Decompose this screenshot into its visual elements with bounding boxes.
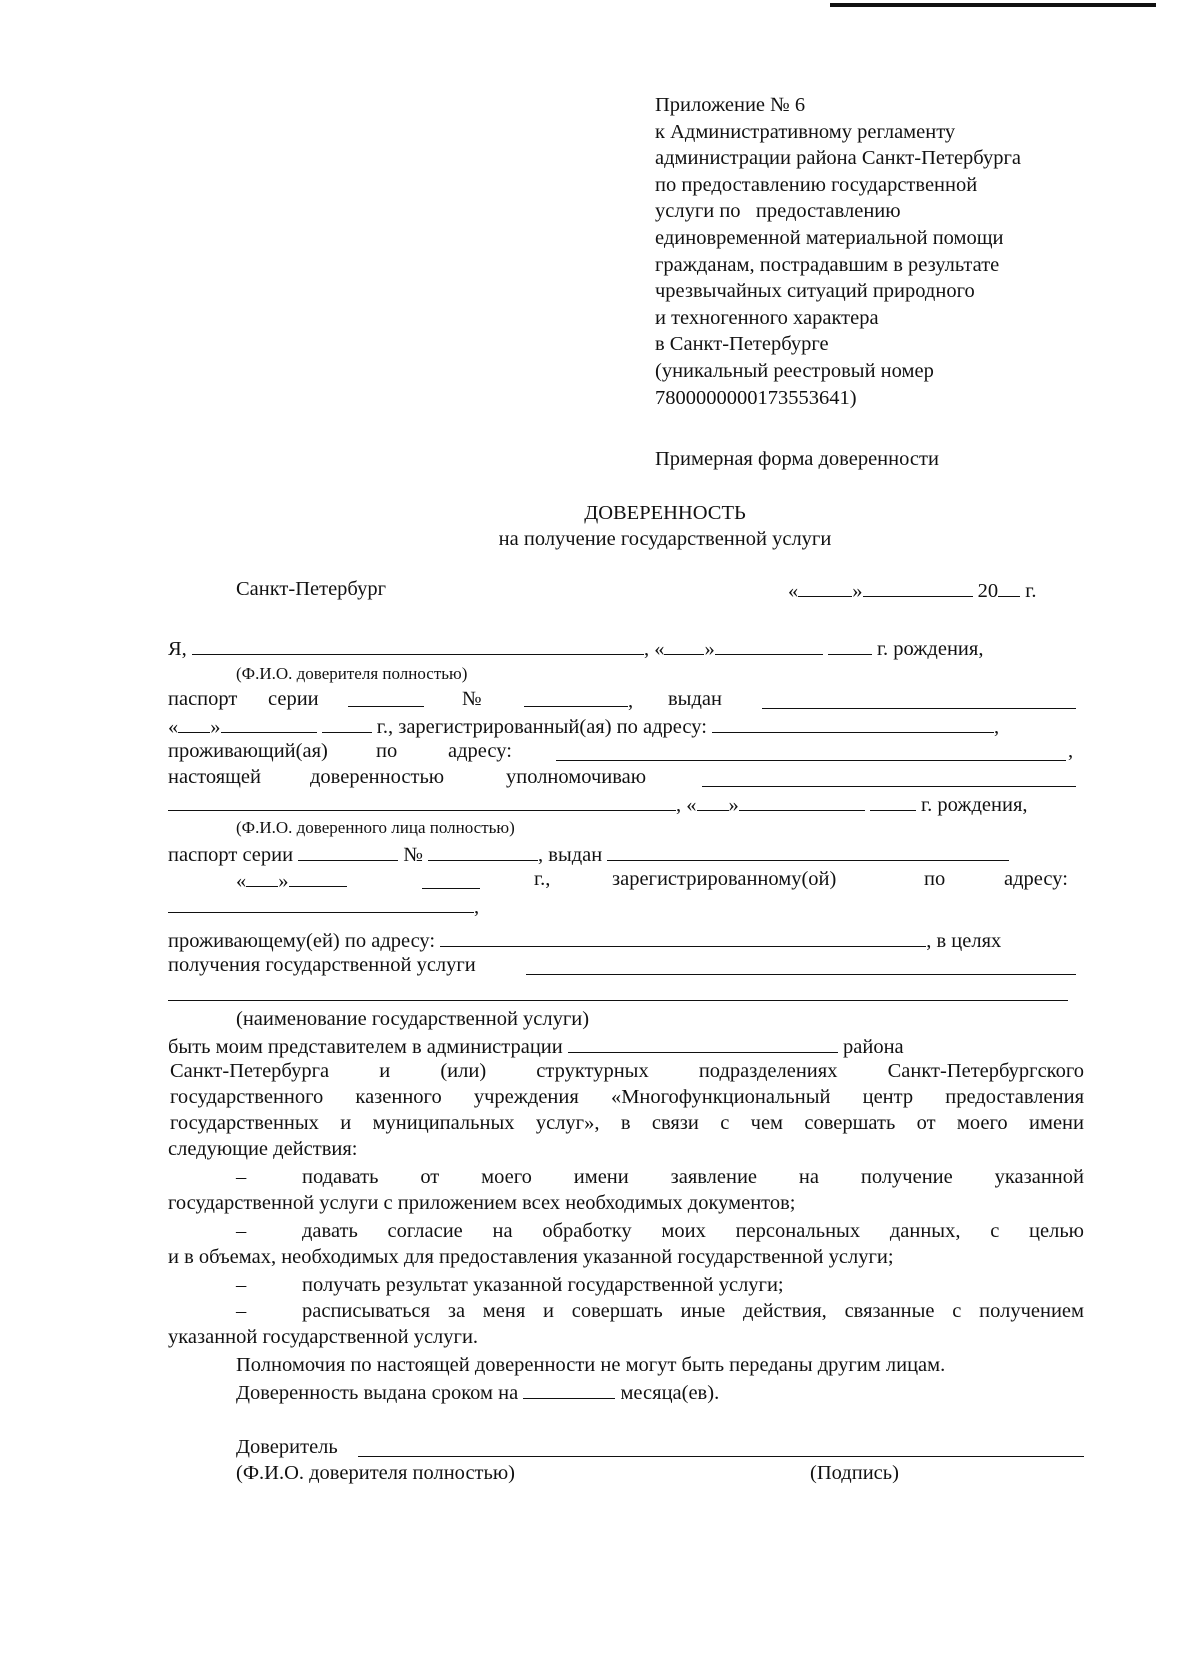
agent-reg-po-label: по — [924, 868, 946, 890]
issue-day-field[interactable] — [178, 712, 210, 733]
authorize-label-3: уполномочиваю — [506, 766, 647, 788]
principal-fio-note: (Ф.И.О. доверителя полностью) — [236, 664, 468, 683]
appendix-line: администрации района Санкт-Петербурга — [655, 147, 1021, 170]
principal-birth-month-field[interactable] — [715, 634, 823, 655]
authorize-label-1: настоящей — [168, 766, 262, 788]
document-title: ДОВЕРЕННОСТЬ — [584, 502, 746, 524]
year-field[interactable] — [998, 576, 1020, 597]
term-months-field[interactable] — [523, 1378, 615, 1399]
appendix-line: 7800000000173553641) — [655, 386, 857, 409]
bullet-2-line-2: и в объемах, необходимых для предоставления указанной государственной услуги; — [168, 1246, 894, 1268]
representative-line: быть моим представителем в администрации района — [168, 1032, 904, 1061]
appendix-line: по предоставлению государственной — [655, 173, 978, 196]
agent-reg-label: зарегистрированному(ой) — [612, 868, 837, 890]
agent-passport-number-field[interactable] — [428, 840, 538, 861]
receive-service-label: получения государственной услуги — [168, 954, 476, 976]
body-line: государственного казенного учреждения «Многофункциональный центр предоставления — [170, 1086, 1084, 1108]
city-label: Санкт-Петербург — [236, 578, 386, 600]
term-line: Доверенность выдана сроком на месяца(ев). — [236, 1378, 719, 1407]
agent-reg-address-label: адресу: — [1004, 868, 1068, 890]
bullet-dash: – — [236, 1300, 247, 1322]
agent-reg-address-line: , — [168, 892, 479, 921]
principal-living-label-1: проживающий(ая) — [168, 740, 328, 762]
issue-date-line: « » г., зарегистрированный(ая) по адресу: , — [168, 712, 999, 741]
appendix-line: единовременной материальной помощи — [655, 226, 1004, 249]
service-name-field[interactable] — [526, 974, 1076, 975]
principal-line: Я, , « » г. рождения, — [168, 634, 983, 663]
principal-reg-address-field[interactable] — [712, 712, 994, 733]
bullet-2-line-1: давать согласие на обработку моих персональных данных, с целью — [302, 1220, 1084, 1242]
agent-issue-month-field[interactable] — [289, 866, 347, 887]
top-rule — [830, 3, 1156, 7]
bullet-1-line-2: государственной услуги с приложением всех необходимых документов; — [168, 1192, 796, 1214]
body-line: Санкт-Петербурга и (или) структурных подразделениях Санкт-Петербургского — [170, 1060, 1084, 1082]
authorize-continue-field[interactable] — [702, 786, 1076, 787]
principal-living-label-2: по — [376, 740, 398, 762]
appendix-line: услуги по предоставлению — [655, 200, 901, 223]
bullet-3-line: получать результат указанной государственной услуги; — [302, 1274, 784, 1296]
agent-fio-field[interactable] — [168, 790, 676, 811]
agent-passport-series-field[interactable] — [298, 840, 398, 861]
bullet-4-line-2: указанной государственной услуги. — [168, 1326, 479, 1348]
principal-living-address-field[interactable] — [556, 760, 1066, 761]
appendix-line: Приложение № 6 — [655, 94, 806, 116]
passport-series-field[interactable] — [348, 686, 424, 715]
passport-number-label: № — [462, 688, 482, 710]
service-name-field-2[interactable] — [168, 1000, 1068, 1001]
service-name-note: (наименование государственной услуги) — [236, 1008, 590, 1030]
signature-sign-note: (Подпись) — [810, 1462, 899, 1484]
powers-statement: Полномочия по настоящей доверенности не могут быть переданы другим лицам. — [236, 1354, 946, 1376]
agent-issue-year-field[interactable] — [422, 888, 480, 889]
body-line: государственных и муниципальных услуг», в связи с чем совершать от моего имени — [170, 1112, 1084, 1134]
month-field[interactable] — [863, 576, 973, 597]
passport-number-field[interactable]: , — [524, 686, 633, 715]
appendix-line: чрезвычайных ситуаций природного — [655, 280, 975, 303]
principal-fio-field[interactable] — [192, 634, 644, 655]
form-type-label: Примерная форма доверенности — [655, 448, 939, 470]
appendix-line: гражданам, пострадавшим в результате — [655, 253, 1000, 276]
signature-fio-note: (Ф.И.О. доверителя полностью) — [236, 1462, 515, 1484]
principal-birth-day-field[interactable] — [664, 634, 704, 655]
day-field[interactable] — [798, 576, 852, 597]
body-line: следующие действия: — [168, 1138, 358, 1160]
appendix-line: в Санкт-Петербурге — [655, 333, 829, 356]
issue-year-field[interactable] — [322, 712, 372, 733]
authorize-label-2: доверенностью — [310, 766, 445, 788]
passport-label: паспорт — [168, 688, 238, 710]
principal-living-label-3: адресу: — [448, 740, 512, 762]
agent-issue-date: « » — [236, 866, 347, 895]
bullet-1-line-1: подавать от моего имени заявление на получение указанной — [302, 1166, 1084, 1188]
principal-birth-year-field[interactable] — [828, 634, 872, 655]
date-line: « » 20 г. — [788, 576, 1036, 605]
agent-passport-line: паспорт серии № , выдан — [168, 840, 1009, 869]
principal-living-comma: , — [1068, 740, 1074, 762]
agent-birth-year-field[interactable] — [870, 790, 916, 811]
agent-reg-address-field[interactable] — [168, 892, 474, 913]
issue-month-field[interactable] — [221, 712, 317, 733]
administration-district-field[interactable] — [568, 1032, 838, 1053]
appendix-line: и техногенного характера — [655, 306, 879, 329]
appendix-line: (уникальный реестровый номер — [655, 359, 934, 382]
passport-series-label: серии — [268, 688, 319, 710]
agent-birth-day-field[interactable] — [697, 790, 729, 811]
principal-signature-field[interactable] — [358, 1456, 1084, 1457]
agent-living-line: проживающему(ей) по адресу: , в целях — [168, 926, 1001, 955]
agent-line: , « » г. рождения, — [168, 790, 1028, 819]
passport-issued-field[interactable] — [762, 708, 1076, 709]
agent-passport-issued-field[interactable] — [607, 840, 1009, 861]
appendix-line: к Административному регламенту — [655, 120, 956, 143]
agent-living-address-field[interactable] — [440, 926, 926, 947]
bullet-4-line-1: расписываться за меня и совершать иные действия, связанные с получением — [302, 1300, 1084, 1322]
agent-birth-month-field[interactable] — [739, 790, 865, 811]
bullet-dash: – — [236, 1166, 247, 1188]
bullet-dash: – — [236, 1220, 247, 1242]
appendix-header — [655, 92, 1175, 411]
agent-fio-note: (Ф.И.О. доверенного лица полностью) — [236, 818, 515, 837]
agent-issue-day-field[interactable] — [246, 866, 278, 887]
principal-signature-label: Доверитель — [236, 1436, 338, 1458]
document-subtitle: на получение государственной услуги — [498, 528, 832, 550]
passport-issued-label: выдан — [668, 688, 722, 710]
bullet-dash: – — [236, 1274, 247, 1296]
agent-reg-year-label: г., — [534, 868, 551, 890]
